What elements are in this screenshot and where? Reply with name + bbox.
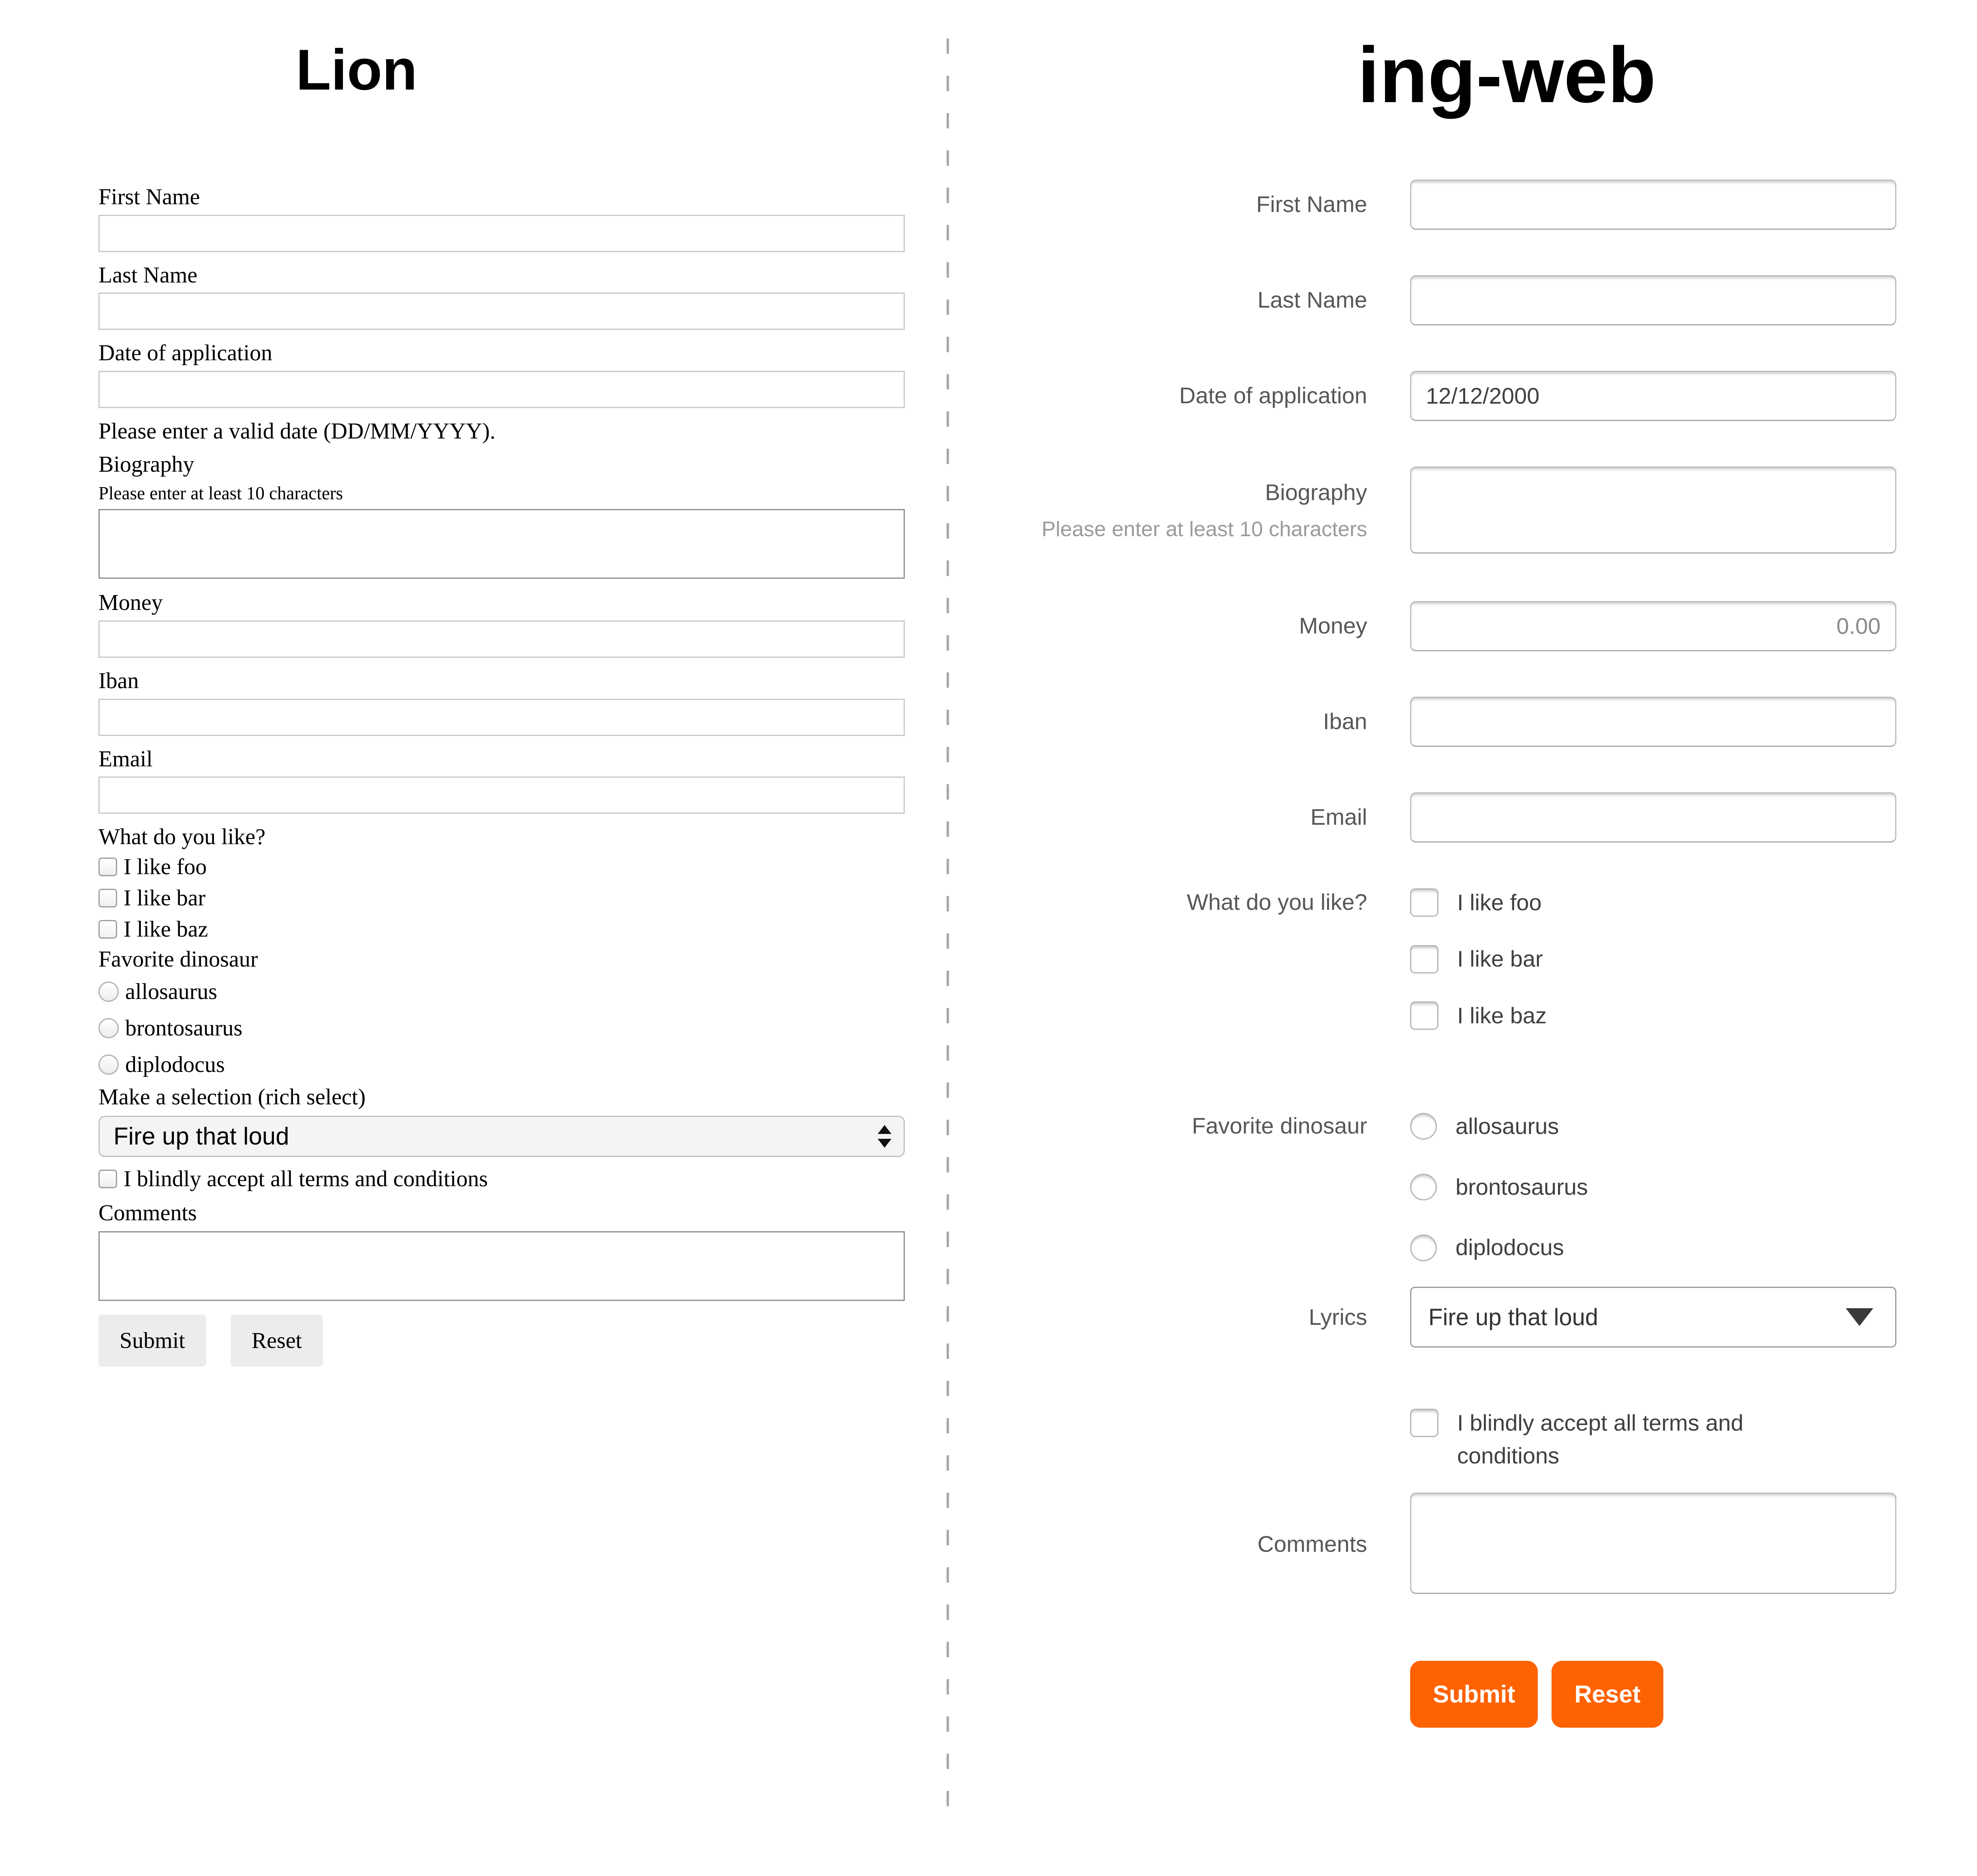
dinosaur-group-label: Favorite dinosaur xyxy=(98,946,258,972)
biography-textarea[interactable] xyxy=(1410,466,1896,554)
last-name-row xyxy=(951,275,1977,325)
money-row xyxy=(951,601,1977,651)
last-name-input[interactable] xyxy=(1410,275,1896,325)
iban-row xyxy=(951,697,1977,747)
ingweb-panel xyxy=(951,0,1977,1773)
ingweb-form-actions xyxy=(951,1661,1977,1728)
email-input[interactable] xyxy=(98,776,905,814)
reset-button[interactable]: Reset xyxy=(231,1315,323,1367)
date-validation-message: Please enter a valid date (DD/MM/YYYY). xyxy=(98,418,496,444)
likes-group-row xyxy=(951,888,1977,1031)
first-name-input[interactable] xyxy=(98,215,905,252)
likes-group-label: What do you like? xyxy=(1186,889,1367,915)
radio-diplodocus[interactable] xyxy=(1410,1233,1896,1262)
first-name-input[interactable] xyxy=(1410,180,1896,230)
radio-icon[interactable] xyxy=(1410,1174,1437,1200)
lion-form-actions xyxy=(98,1315,905,1367)
chevron-down-icon xyxy=(1846,1308,1873,1326)
email-label: Email xyxy=(1310,804,1367,830)
checkbox-i-like-baz[interactable] xyxy=(98,914,905,945)
checkbox-icon[interactable] xyxy=(1410,888,1438,917)
iban-input[interactable] xyxy=(98,699,905,736)
date-of-application-label: Date of application xyxy=(1179,383,1367,409)
date-of-application-row xyxy=(951,371,1977,421)
checkbox-icon[interactable] xyxy=(1410,945,1438,973)
checkbox-label: I like bar xyxy=(1457,946,1543,972)
reset-button[interactable]: Reset xyxy=(1552,1661,1663,1728)
radio-label: brontosaurus xyxy=(125,1016,243,1041)
terms-label: I blindly accept all terms and conditions xyxy=(124,1166,488,1192)
checkbox-i-like-foo[interactable] xyxy=(1410,888,1896,918)
ingweb-form xyxy=(951,180,1977,1728)
checkbox-i-like-bar[interactable] xyxy=(1410,944,1896,974)
radio-brontosaurus[interactable] xyxy=(98,1010,905,1046)
radio-icon[interactable] xyxy=(98,982,119,1002)
money-input[interactable] xyxy=(1410,601,1896,651)
likes-group-label: What do you like? xyxy=(98,824,266,850)
radio-icon[interactable] xyxy=(1410,1113,1437,1140)
first-name-row xyxy=(951,180,1977,230)
radio-icon[interactable] xyxy=(98,1018,119,1038)
submit-button[interactable]: Submit xyxy=(1410,1661,1538,1728)
checkbox-i-like-bar[interactable] xyxy=(98,883,905,914)
lion-page-title: Lion xyxy=(296,38,417,102)
checkbox-i-like-baz[interactable] xyxy=(1410,1001,1896,1031)
date-of-application-input[interactable] xyxy=(1410,371,1896,421)
radio-brontosaurus[interactable] xyxy=(1410,1172,1896,1202)
terms-checkbox[interactable] xyxy=(98,1164,905,1195)
dashed-column-divider xyxy=(947,39,949,1814)
lion-form xyxy=(98,183,905,1367)
iban-input[interactable] xyxy=(1410,697,1896,747)
rich-select-label: Make a selection (rich select) xyxy=(98,1085,366,1110)
money-label: Money xyxy=(98,590,163,616)
biography-label: Biography xyxy=(1265,479,1367,505)
first-name-label: First Name xyxy=(98,184,200,210)
radio-label: allosaurus xyxy=(125,979,218,1005)
comments-textarea[interactable] xyxy=(98,1231,905,1301)
submit-button[interactable]: Submit xyxy=(98,1315,206,1367)
checkbox-label: I like baz xyxy=(1457,1003,1547,1029)
radio-icon[interactable] xyxy=(98,1055,119,1075)
radio-allosaurus[interactable] xyxy=(1410,1112,1896,1141)
lyrics-row xyxy=(951,1287,1977,1348)
rich-select-value: Fire up that loud xyxy=(113,1123,289,1150)
terms-row xyxy=(951,1406,1977,1472)
date-of-application-label: Date of application xyxy=(98,340,273,366)
radio-allosaurus[interactable] xyxy=(98,973,905,1010)
radio-diplodocus[interactable] xyxy=(98,1046,905,1083)
lyrics-dropdown[interactable] xyxy=(1410,1287,1896,1348)
ingweb-page-title: ing-web xyxy=(1357,31,1656,119)
dinosaur-group-label: Favorite dinosaur xyxy=(1192,1112,1367,1138)
radio-icon[interactable] xyxy=(1410,1234,1437,1261)
checkbox-label: I like foo xyxy=(1457,889,1542,915)
checkbox-icon[interactable] xyxy=(1410,1409,1438,1437)
biography-label: Biography xyxy=(98,452,194,477)
biography-textarea[interactable] xyxy=(98,509,905,579)
checkbox-icon[interactable] xyxy=(98,920,117,939)
terms-label: I blindly accept all terms and conditions xyxy=(1457,1410,1744,1469)
email-label: Email xyxy=(98,746,153,772)
rich-select[interactable] xyxy=(98,1116,905,1157)
checkbox-label: I like foo xyxy=(124,854,207,880)
radio-label: allosaurus xyxy=(1455,1113,1559,1139)
iban-label: Iban xyxy=(98,668,139,693)
radio-label: diplodocus xyxy=(125,1052,225,1078)
last-name-input[interactable] xyxy=(98,293,905,330)
comments-textarea[interactable] xyxy=(1410,1493,1896,1594)
checkbox-icon[interactable] xyxy=(1410,1001,1438,1030)
date-of-application-input[interactable] xyxy=(98,371,905,408)
checkbox-label: I like bar xyxy=(124,886,206,911)
dinosaur-group-row xyxy=(951,1112,1977,1262)
money-label: Money xyxy=(1299,613,1367,639)
checkbox-label: I like baz xyxy=(124,917,208,942)
first-name-label: First Name xyxy=(1256,191,1367,217)
lyrics-label: Lyrics xyxy=(1308,1304,1367,1330)
terms-checkbox[interactable] xyxy=(1410,1406,1896,1472)
lyrics-dropdown-value: Fire up that loud xyxy=(1428,1304,1599,1331)
radio-label: diplodocus xyxy=(1455,1234,1564,1260)
last-name-label: Last Name xyxy=(1257,287,1367,313)
email-input[interactable] xyxy=(1410,792,1896,843)
select-up-down-arrows-icon xyxy=(878,1125,891,1148)
checkbox-icon[interactable] xyxy=(98,1170,117,1188)
biography-help-text: Please enter at least 10 characters xyxy=(1041,517,1367,541)
checkbox-icon[interactable] xyxy=(98,858,117,876)
biography-row xyxy=(951,466,1977,556)
last-name-label: Last Name xyxy=(98,262,198,288)
comments-label: Comments xyxy=(1257,1531,1367,1557)
comments-row xyxy=(951,1493,1977,1596)
biography-help-text: Please enter at least 10 characters xyxy=(98,483,343,503)
iban-label: Iban xyxy=(1323,708,1367,734)
checkbox-i-like-foo[interactable] xyxy=(98,851,905,883)
money-input[interactable] xyxy=(98,620,905,658)
comments-label: Comments xyxy=(98,1200,197,1226)
radio-label: brontosaurus xyxy=(1455,1174,1588,1200)
lion-panel xyxy=(0,0,950,1367)
email-row xyxy=(951,792,1977,843)
checkbox-icon[interactable] xyxy=(98,889,117,907)
